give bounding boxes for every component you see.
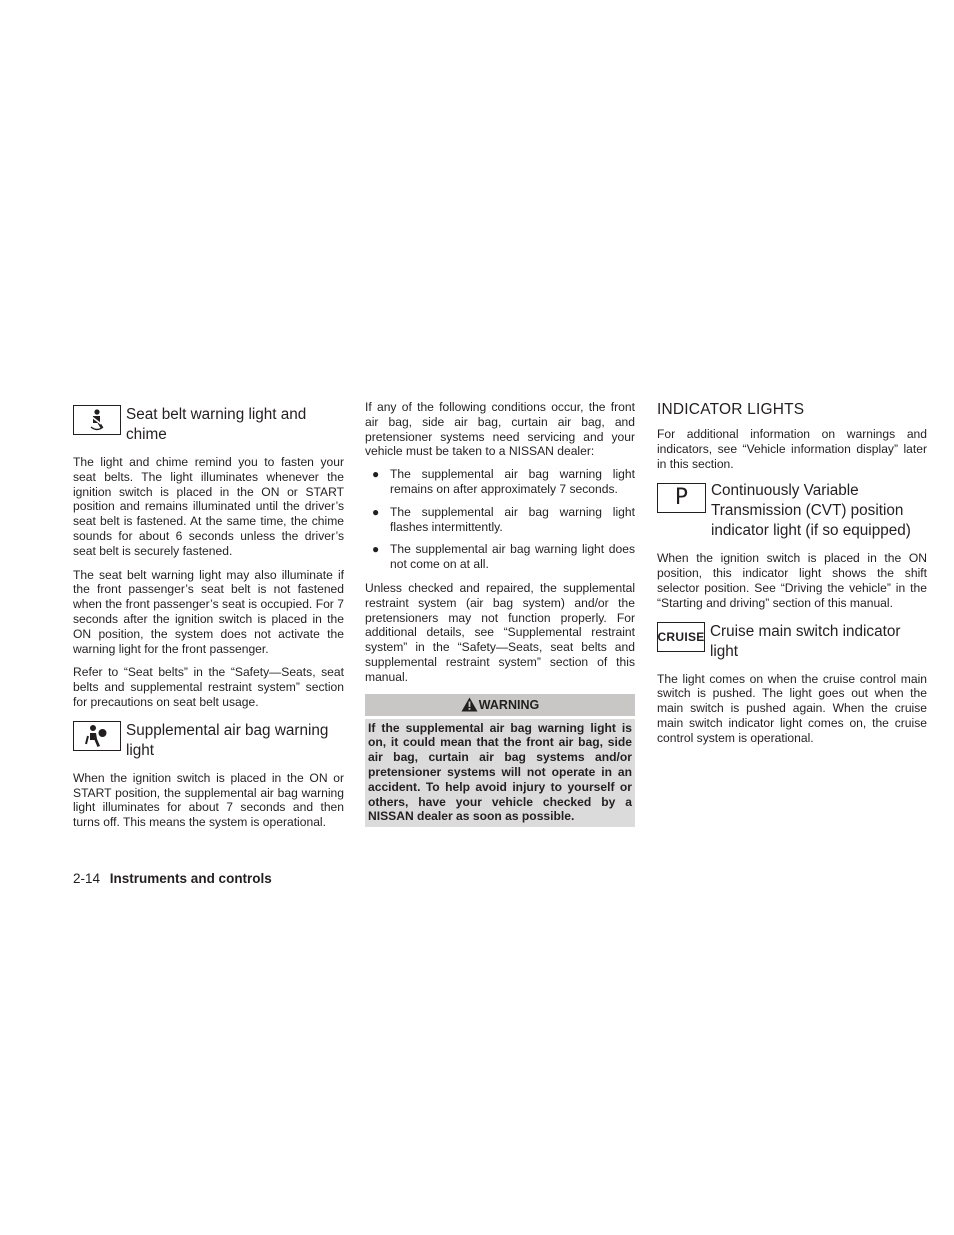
warning-header	[365, 694, 635, 716]
air-bag-title: Supplemental air bag warning light	[126, 721, 329, 759]
air-bag-indicator	[73, 719, 344, 761]
cruise-indicator	[657, 620, 927, 662]
cvt-indicator	[657, 479, 927, 541]
cruise-icon: CRUISE	[657, 622, 705, 652]
bullet-icon: ●	[372, 504, 380, 519]
warning-text: If the supplemental air bag warning light is on, it could mean that the front air bag, side air bag, curtain air bag systems and/or pretensioner systems will not operate in an accident. To help avoid injury to yourself or others, have your vehicle checked by a NISSAN dealer as soon as possible.	[365, 719, 635, 828]
air-bag-warning-icon	[73, 721, 121, 751]
seat-belt-paragraph-2: The seat belt warning light may also illuminate if the front passenger’s seat belt is not fastened when the front passenger’s seat is occupied. For 7 seconds after the ignition switch is placed in the ON position, the system does not activate the warning light for the front passenger.	[73, 567, 344, 656]
cruise-title: Cruise main switch indicator light	[710, 622, 901, 660]
conditions-list	[365, 467, 635, 572]
column-2	[365, 400, 635, 827]
bullet-icon: ●	[372, 467, 380, 482]
column-3	[657, 400, 927, 755]
seat-belt-indicator	[73, 403, 344, 445]
air-bag-paragraph-1: When the ignition switch is placed in the ON or START position, the supplemental air bag warning light illuminates for about 7 seconds and then turns off. This means the system is operational.	[73, 770, 344, 830]
seat-belt-paragraph-1: The light and chime remind you to fasten your seat belts. The light illuminates whenever the ignition switch is placed in the ON or START position and remains illuminated until the driver’s seat belt is fastened. At the same time, the chime sounds for about 6 seconds unless the driver’s seat belt is securely fastened.	[73, 455, 344, 558]
seat-belt-paragraph-3: Refer to “Seat belts” in the “Safety—Seats, seat belts and supplemental restraint system” section for precautions on seat belt usage.	[73, 665, 344, 709]
cvt-title: Continuously Variable Transmission (CVT) position indicator light (if so equipped)	[711, 482, 911, 540]
seat-belt-title: Seat belt warning light and chime	[126, 406, 307, 443]
repair-paragraph: Unless checked and repaired, the supplemental restraint system (air bag system) and/or the pretensioners may not function properly. For additional details, see “Supplemental restraint system” in the “Safety—Seats, seat belts and supplemental restraint system” section of this manual.	[365, 580, 635, 684]
warning-box	[365, 694, 635, 828]
page-number: 2-14	[73, 871, 101, 886]
seat-belt-warning-icon	[73, 405, 121, 435]
list-item: ● The supplemental air bag warning light does not come on at all.	[365, 542, 635, 572]
bullet-icon: ●	[372, 542, 380, 557]
cruise-paragraph: The light comes on when the cruise control main switch is pushed. The light goes out when the main switch is pushed again. When the cruise main switch indicator light comes on, the cruise control system is operational.	[657, 671, 927, 745]
indicator-intro: For additional information on warnings and indicators, see “Vehicle information display” later in this section.	[657, 427, 927, 471]
column-1	[73, 400, 344, 839]
section-name: Instruments and controls	[109, 871, 272, 886]
list-item: ● The supplemental air bag warning light remains on after approximately 7 seconds.	[365, 467, 635, 497]
warning-label: WARNING	[478, 697, 540, 712]
warning-triangle-icon	[461, 697, 478, 712]
cvt-position-icon: P	[657, 483, 706, 513]
conditions-intro: If any of the following conditions occur, the front air bag, side air bag, curtain air bag, and pretensioner systems need servicing and your vehicle must be taken to a NISSAN dealer:	[365, 400, 635, 459]
section-heading: INDICATOR LIGHTS	[657, 401, 805, 418]
list-item: ● The supplemental air bag warning light flashes intermittently.	[365, 505, 635, 535]
page-footer	[73, 871, 272, 886]
cvt-paragraph: When the ignition switch is placed in the ON position, this indicator light shows the shift selector position. See “Driving the vehicle” in the “Starting and driving” section of this manual.	[657, 551, 927, 610]
